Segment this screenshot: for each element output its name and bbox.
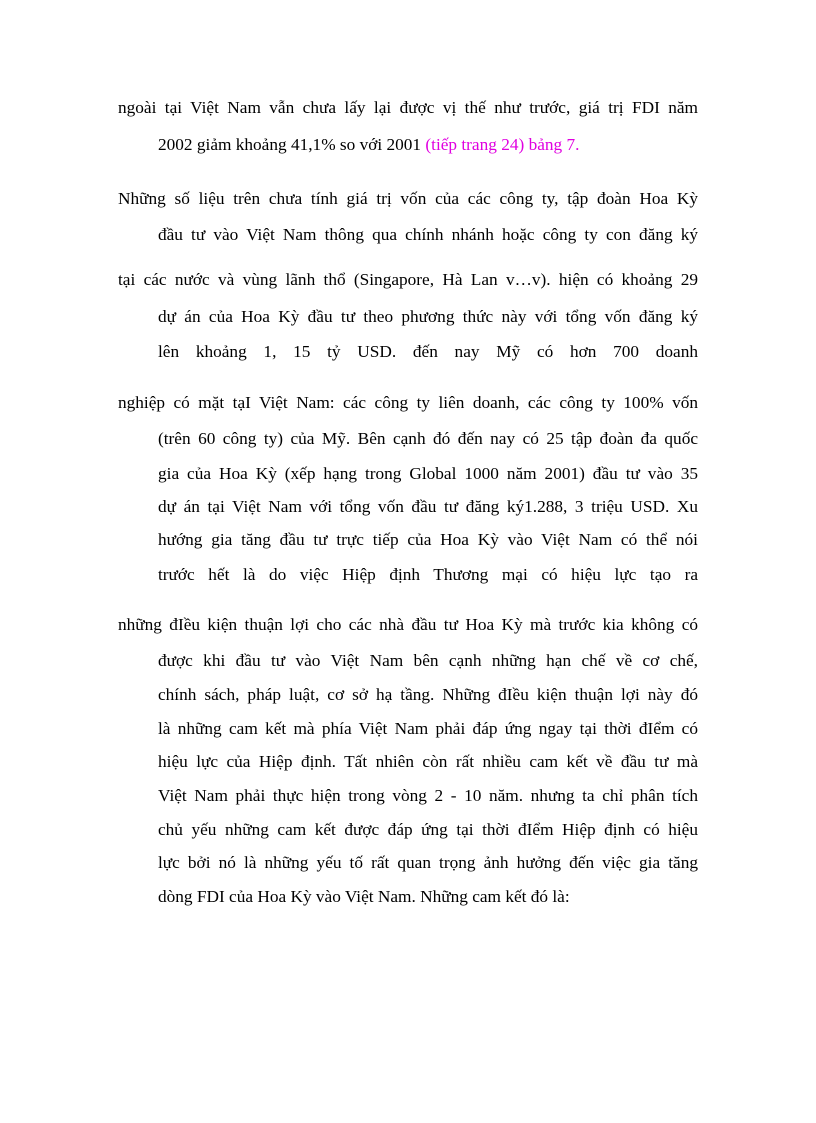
text-line: nghiệp có mặt tạI Việt Nam: các công ty liên doanh, các công ty 100% vốn xyxy=(118,393,698,412)
text-line: ngoài tại Việt Nam vẫn chưa lấy lại được vị thế như trước, giá trị FDI năm xyxy=(118,98,698,117)
text-line xyxy=(158,134,698,156)
text-line: tại các nước và vùng lãnh thổ (Singapore, Hà Lan v…v). hiện có khoảng 29 xyxy=(118,270,698,289)
text-line: hướng gia tăng đầu tư trực tiếp của Hoa Kỳ vào Việt Nam có thể nói xyxy=(158,530,698,549)
text-line: chính sách, pháp luật, cơ sở hạ tầng. Những đIều kiện thuận lợi này đó xyxy=(158,685,698,704)
text-line: (trên 60 công ty) của Mỹ. Bên cạnh đó đến nay có 25 tập đoàn đa quốc xyxy=(158,429,698,448)
text-line: dòng FDI của Hoa Kỳ vào Việt Nam. Những cam kết đó là: xyxy=(158,887,570,906)
text-line: đầu tư vào Việt Nam thông qua chính nhánh hoặc công ty con đăng ký xyxy=(158,225,698,244)
text-line: chủ yếu những cam kết được đáp ứng tại thời đIểm Hiệp định có hiệu xyxy=(158,820,698,839)
text-line: Những số liệu trên chưa tính giá trị vốn của các công ty, tập đoàn Hoa Kỳ xyxy=(118,189,698,208)
text-line: dự án của Hoa Kỳ đầu tư theo phương thức này với tổng vốn đăng ký xyxy=(158,307,698,326)
text-line: những đIều kiện thuận lợi cho các nhà đầu tư Hoa Kỳ mà trước kia không có xyxy=(118,615,698,634)
text-line: được khi đầu tư vào Việt Nam bên cạnh những hạn chế về cơ chế, xyxy=(158,651,698,670)
cross-reference-link[interactable]: (tiếp trang 24) bảng 7. xyxy=(425,135,580,154)
text-line: lực bởi nó là những yếu tố rất quan trọng ảnh hưởng đến việc gia tăng xyxy=(158,853,698,872)
text-line: Việt Nam phải thực hiện trong vòng 2 - 10 năm. nhưng ta chỉ phân tích xyxy=(158,786,698,805)
text-line: gia của Hoa Kỳ (xếp hạng trong Global 1000 năm 2001) đầu tư vào 35 xyxy=(158,464,698,483)
text-line: dự án tại Việt Nam với tổng vốn đầu tư đăng ký1.288, 3 triệu USD. Xu xyxy=(158,497,698,516)
text-line: là những cam kết mà phía Việt Nam phải đáp ứng ngay tại thời đIểm có xyxy=(158,719,698,738)
text-line-body: 2002 giảm khoảng 41,1% so với 2001 xyxy=(158,135,422,154)
text-line: lên khoảng 1, 15 tỷ USD. đến nay Mỹ có hơn 700 doanh xyxy=(158,342,698,361)
text-line: trước hết là do việc Hiệp định Thương mại có hiệu lực tạo ra xyxy=(158,565,698,584)
text-line: hiệu lực của Hiệp định. Tất nhiên còn rất nhiều cam kết về đầu tư mà xyxy=(158,752,698,771)
